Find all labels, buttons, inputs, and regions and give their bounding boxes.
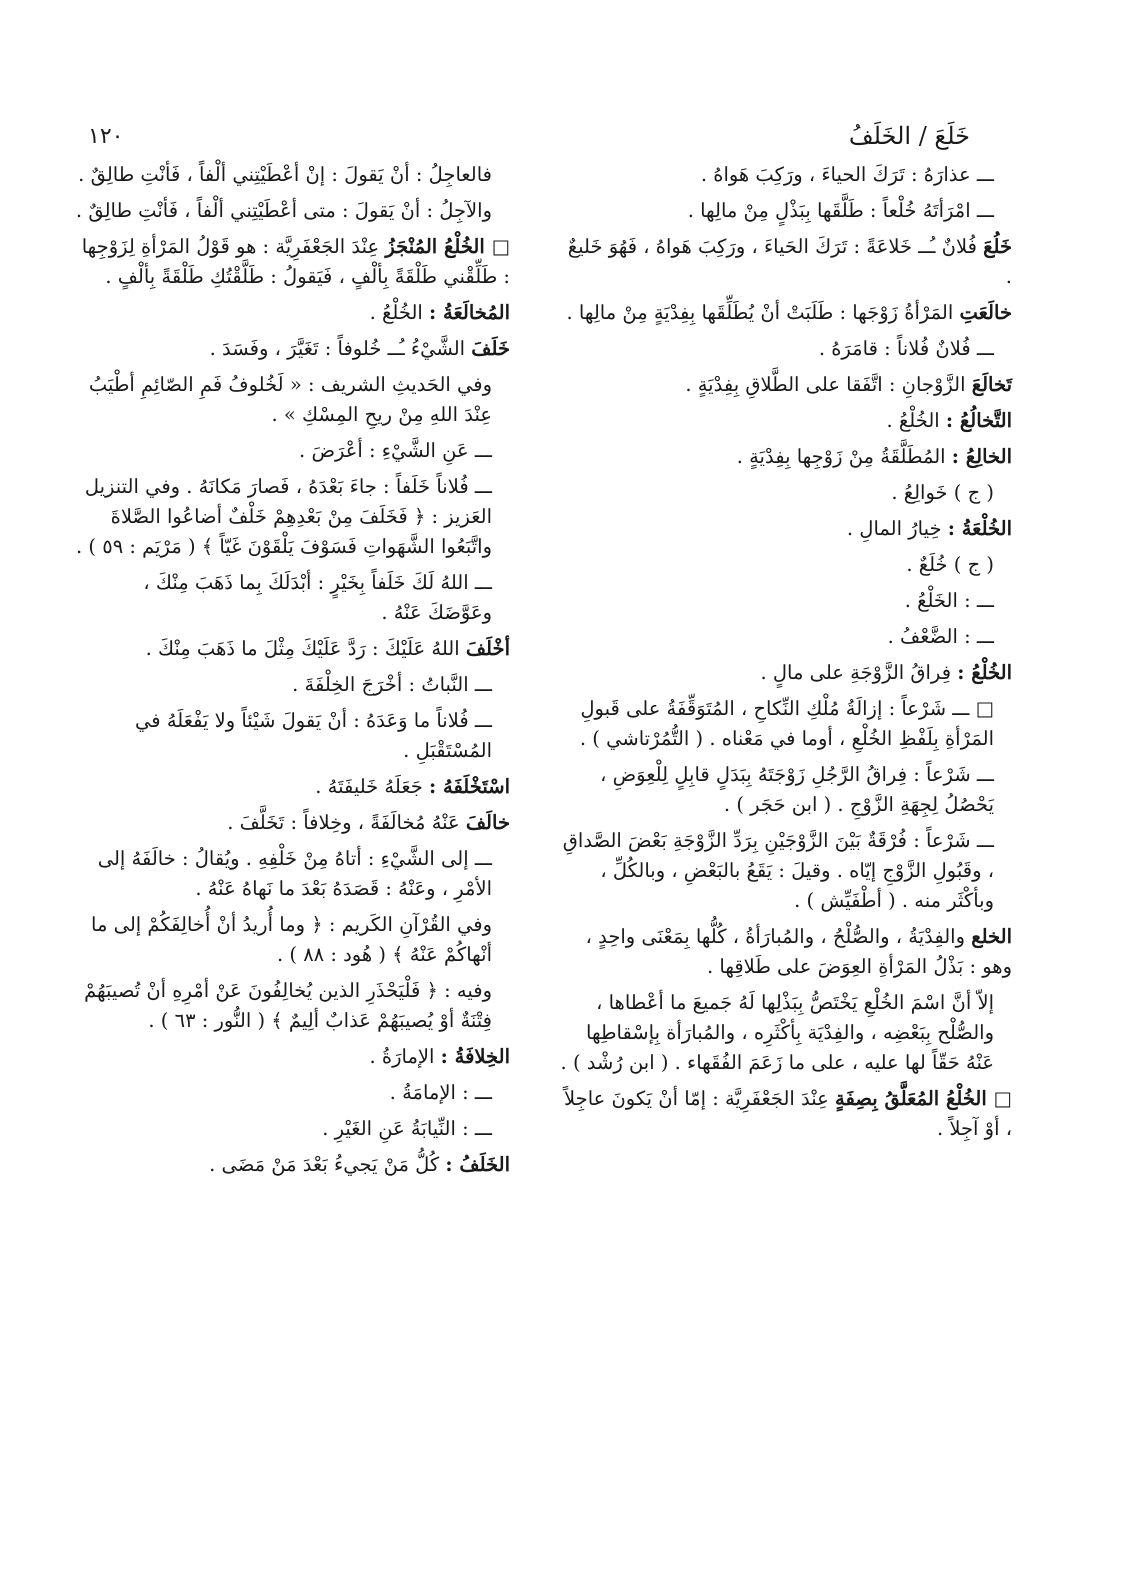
entry-definition: ـــ عَنِ الشَّيْءِ : أعْرَضَ . [299, 439, 492, 462]
entry-definition: وفي الحَديثِ الشريف : « لَخُلوفُ فَمِ الصّائِمِ أطْيَبُ عِنْدَ اللهِ مِنْ ريحِ المِسْكِ » . [88, 373, 492, 426]
entry-definition: ( ج ) خَوالِعُ . [891, 481, 994, 504]
entry-definition: وفيه : ﴿ فَلْيَحْذَرِ الذين يُخالِفُونَ عَنْ أمْرِهِ أنْ تُصيبَهُمْ فِتْنَةٌ أوْ يُصيبَهُمْ عَذابٌ ألِيمٌ ﴾ ( النُّور : ٦٣ ) . [84, 979, 492, 1032]
entry-definition: ـــ النَّباتُ : أخْرَجَ الخِلْفَةَ . [292, 673, 492, 696]
dictionary-entry [75, 634, 510, 664]
dictionary-entry [557, 514, 1012, 544]
entry-definition: الإمارَةُ . [369, 1045, 441, 1068]
dictionary-entry [557, 442, 1012, 472]
dictionary-entry [557, 478, 1012, 508]
entry-headword: □ الخُلْعُ المُنْجَزُ [385, 235, 510, 258]
dictionary-entry [75, 370, 510, 430]
entry-definition: عَنْهُ مُخالَفَةً ، وخِلافاً : تَخَلَّفَ . [227, 811, 466, 834]
entry-definition: جَعَلَهُ خَليفَتَهُ . [315, 775, 429, 798]
entry-definition: ـــ شَرْعاً : فِراقُ الرَّجُلِ زَوْجَتَهُ بِبَدَلٍ قابِلٍ لِلْعِوَضِ ، يَحْصُلُ لِجِهَةِ الزَّوْجِ . ( ابن حَجَر ) . [600, 763, 994, 816]
running-head: خَلَعَ / الخَلَفُ [848, 122, 970, 150]
entry-definition: إلاّ أنَّ اسْمَ الخُلْعِ يَخْتَصُّ بِبَذْلِها لَهُ جَميعَ ما أعْطاها ، والصُّلْح بِبَعْضِه ، والفِدْيَة بِأكْثَرِه ، والمُبارَأة بِإسْقاطِها عَنْهُ حَقّاً لها عليه ، على ما زَعَمَ الفُقَهاء . ( ابن رُشْد ) . [560, 991, 994, 1074]
entry-definition: عِنْدَ الجَعْفَرِيَّة : هو قَوْلُ المَرْأةِ لِزَوْجِها : طَلِّقْني طَلْقَةً بِألْفٍ ، فَيَقولُ : طَلَّقْتُكِ طَلْقَةً بِألْفٍ . [81, 235, 510, 288]
entry-definition: المَرْأةُ زَوْجَها : طَلَبَتْ أنْ يُطَلِّقَها بِفِدْيَةٍ مِنْ مالِها . [566, 301, 960, 324]
entry-definition: الخُلْعُ . [369, 301, 430, 324]
entry-definition: ـــ شَرْعاً : فُرْقَةٌ بَيْنَ الزَّوْجَيْنِ بِرَدِّ الزَّوْجَةِ بَعْضَ الصَّداقِ ، وقَبُولِ الزَّوْجِ إيّاه . وقيلَ : يَقَعُ بالبَعْضِ ، وبالكُلِّ ، وبأكْثَر منه . ( أطْفَيِّش ) . [562, 829, 994, 912]
dictionary-entry [75, 334, 510, 364]
entry-headword: الخالِعُ : [951, 445, 1012, 468]
dictionary-entry [75, 1114, 510, 1144]
dictionary-entry [75, 568, 510, 628]
dictionary-entry [75, 1150, 510, 1180]
dictionary-entry [557, 922, 1012, 982]
entry-definition: ـــ فُلانٌ فُلاناً : قامَرَهُ . [818, 337, 994, 360]
page-number: ١٢٠ [88, 124, 124, 149]
entry-definition: ـــ : النِّيابَةُ عَنِ الغَيْرِ . [322, 1117, 492, 1140]
dictionary-entry [75, 1078, 510, 1108]
entry-headword: خَلَفَ [471, 337, 510, 360]
entry-headword: خَلُعَ [983, 235, 1012, 258]
entry-headword: تَخالَعَ [971, 373, 1012, 396]
entry-definition: والفِدْيَةُ ، والصُّلْحُ ، والمُبارَأةُ ، كُلُّها بِمَعْنَى واحِدٍ ، وهو : بَذْلُ المَرْأةِ العِوَضَ على طَلاقِها . [585, 925, 1012, 978]
entry-definition: □ ـــ شَرْعاً : إزالَةُ مُلْكِ النِّكاحِ ، المُتَوَقِّفَةُ على قَبولِ المَرْأةِ بِلَفْظِ الخُلْعِ ، أوما في مَعْناه . ( التُّمُرْتاشي ) . [579, 697, 994, 750]
entry-definition: اللهُ عَلَيْكَ : رَدَّ عَلَيْكَ مِثْلَ ما ذَهَبَ مِنْكَ . [145, 637, 466, 660]
dictionary-entry [557, 334, 1012, 364]
dictionary-entry [557, 694, 1012, 754]
entry-headword: خالَفَ [465, 811, 510, 834]
dictionary-entry [75, 436, 510, 466]
entry-definition: فُلانٌ ـُــ خَلاعَةً : تَرَكَ الحَياءَ ، ورَكِبَ هَواهُ ، فَهُوَ خَليعٌ . [567, 235, 1012, 288]
entry-definition: الخُلْعُ . [886, 409, 946, 432]
dictionary-entry [557, 232, 1012, 292]
dictionary-entry [75, 472, 510, 562]
entry-headword: □ الخُلْعُ المُعَلَّقُ بِصِفَةٍ [835, 1087, 1012, 1110]
entry-definition: الزَّوْجانِ : اتَّفَقا على الطَّلاقِ بِفِدْيَةٍ . [685, 373, 972, 396]
entry-definition: ـــ : الضَّعْفُ . [887, 625, 994, 648]
dictionary-entry [557, 658, 1012, 688]
entry-definition: المُطَلَّقَةُ مِنْ زَوْجِها بِفِدْيَةٍ . [736, 445, 952, 468]
dictionary-entry [557, 550, 1012, 580]
dictionary-entry [75, 196, 510, 226]
dictionary-entry [557, 622, 1012, 652]
entry-definition: فالعاجِلُ : أنْ يَقولَ : إنْ أعْطَيْتِني ألْفاً ، فَأنْتِ طالِقٌ . [78, 163, 492, 186]
entry-headword: أخْلَفَ [465, 637, 510, 660]
page-header [0, 118, 1130, 158]
dictionary-entry [75, 706, 510, 766]
dictionary-entry [75, 808, 510, 838]
dictionary-entry [75, 298, 510, 328]
entry-definition: ـــ فُلاناً خَلَفاً : جاءَ بَعْدَهُ ، فَصارَ مَكانَهُ . وفي التنزيل العَزيز : ﴿ فَخَلَفَ مِنْ بَعْدِهِمْ خَلْفٌ أضاعُوا الصَّلاةَ واتَّبَعُوا الشَّهَواتِ فَسَوْفَ يَلْقَوْنَ غَيّاً ﴾ ( مَرْيَم : ٥٩ ) . [76, 475, 492, 558]
dictionary-entry [75, 976, 510, 1036]
entry-definition: ـــ امْرَأتَهُ خُلْعاً : طَلَّقَها بِبَذْلٍ مِنْ مالِها . [687, 199, 994, 222]
entry-headword: خالَعَتِ [959, 301, 1012, 324]
dictionary-entry [557, 406, 1012, 436]
dictionary-entry [75, 670, 510, 700]
dictionary-entry [557, 298, 1012, 328]
dictionary-entry [75, 844, 510, 904]
dictionary-entry [75, 772, 510, 802]
entry-definition: ـــ عذارَهُ : تَرَكَ الحياءَ ، ورَكِبَ هَواهُ . [700, 163, 994, 186]
entry-headword: المُخالَعَةُ : [429, 301, 510, 324]
entry-definition: ـــ فُلاناً ما وَعَدَهُ : أنْ يَقولَ شَيْئاً ولا يَفْعَلَهُ في المُسْتَقْبَلِ . [135, 709, 492, 762]
dictionary-entry [557, 760, 1012, 820]
left-column [75, 160, 510, 1186]
dictionary-entry [75, 1042, 510, 1072]
dictionary-entry [557, 988, 1012, 1078]
entry-headword: الخَلَفُ : [445, 1153, 510, 1176]
entry-definition: ( ج ) خُلَعٌ . [906, 553, 994, 576]
entry-definition: ـــ إلى الشَّيْءِ : أتاهُ مِنْ خَلْفِهِ . ويُقالُ : خالَفَهُ إلى الأمْرِ ، وعَنْهُ : قَصَدَهُ بَعْدَ ما نَهاهُ عَنْهُ . [97, 847, 492, 900]
dictionary-entry [557, 826, 1012, 916]
entry-definition: ـــ اللهُ لَكَ خَلَفاً بِخَيْرٍ : أبْدَلَكَ بِما ذَهَبَ مِنْكَ ، وعَوَّضَكَ عَنْهُ . [143, 571, 492, 624]
dictionary-entry [557, 1084, 1012, 1144]
entry-headword: الخلع [971, 925, 1012, 948]
entry-definition: وفي القُرْآنِ الكَريم : ﴿ وما أُريدُ أنْ أُخالِفَكُمْ إلى ما أنْهاكُمْ عَنْهُ ﴾ ( هُود : ٨٨ ) . [91, 913, 492, 966]
dictionary-entry [557, 586, 1012, 616]
entry-definition: خِيارُ المالِ . [846, 517, 948, 540]
entry-definition: ـــ : الإمامَةُ . [389, 1081, 492, 1104]
entry-headword: التَّخالُعُ : [945, 409, 1012, 432]
dictionary-entry [75, 232, 510, 292]
entry-definition: عِنْدَ الجَعْفَرِيَّة : إمّا أنْ يَكونَ عاجِلاً ، أوْ آجِلاً . [564, 1087, 1012, 1140]
entry-definition: فِراقُ الزَّوْجَةِ على مالٍ . [760, 661, 958, 684]
entry-definition: الشَّيْءُ ـُــ خُلوفاً : تَغَيَّرَ ، وفَسَدَ . [209, 337, 472, 360]
dictionary-entry [75, 910, 510, 970]
dictionary-entry [557, 196, 1012, 226]
entry-definition: ـــ : الخَلْعُ . [904, 589, 994, 612]
right-column [557, 160, 1012, 1150]
entry-headword: الخُلْعَةُ : [947, 517, 1012, 540]
dictionary-entry [557, 370, 1012, 400]
dictionary-entry [557, 160, 1012, 190]
entry-headword: الخُلْعُ : [957, 661, 1012, 684]
entry-definition: والآجِلُ : أنْ يَقولَ : متى أعْطَيْتِني ألْفاً ، فَأنْتِ طالِقٌ . [75, 199, 492, 222]
entry-headword: الخِلافَةُ : [440, 1045, 510, 1068]
entry-headword: اسْتَخْلَفَهُ : [429, 775, 510, 798]
entry-definition: كُلُّ مَنْ يَجيءُ بَعْدَ مَنْ مَضَى . [209, 1153, 446, 1176]
dictionary-entry [75, 160, 510, 190]
